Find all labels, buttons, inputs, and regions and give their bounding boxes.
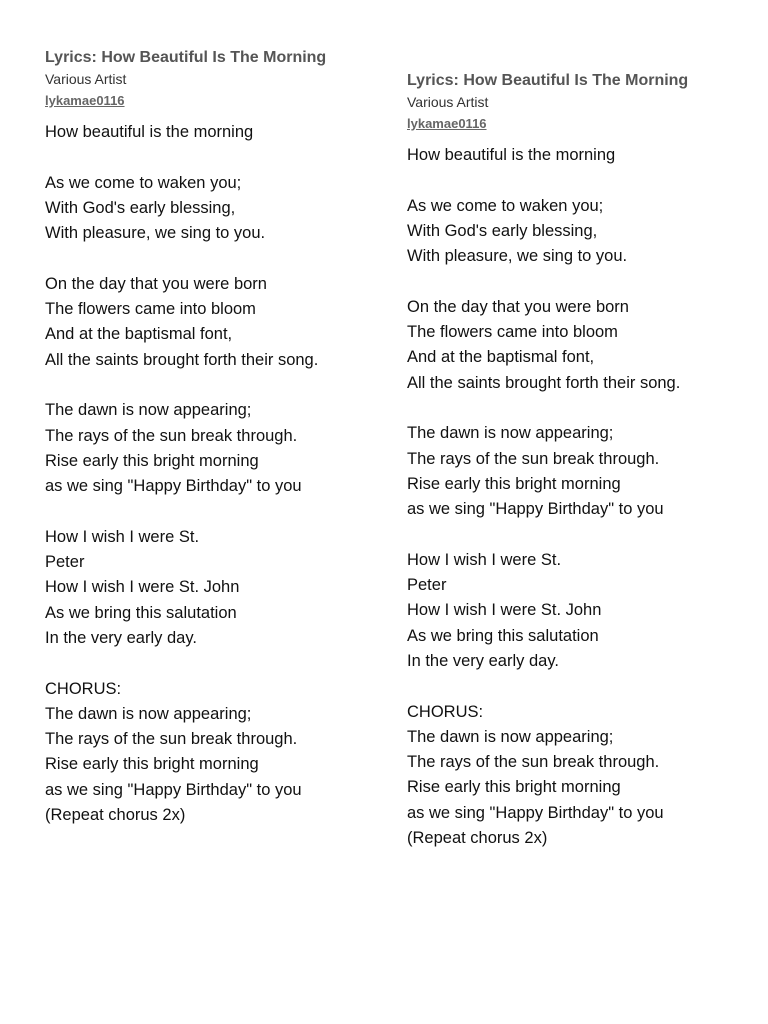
stanza-break	[407, 522, 747, 547]
lyrics-column-right	[407, 70, 747, 851]
lyrics-body	[45, 120, 385, 828]
lyric-line: CHORUS:	[407, 702, 484, 721]
lyric-line: In the very early day.	[45, 628, 197, 647]
lyric-line: Rise early this bright morning	[45, 451, 259, 470]
lyric-line: The dawn is now appearing;	[45, 704, 252, 723]
lyric-line: How beautiful is the morning	[407, 146, 616, 164]
stanza-break	[45, 499, 385, 524]
lyric-line: With God's early blessing,	[45, 198, 236, 217]
lyric-line: As we come to waken you;	[45, 173, 242, 192]
lyric-line: With pleasure, we sing to you.	[407, 247, 628, 266]
lyrics-column-left	[45, 47, 385, 828]
lyric-line: (Repeat chorus 2x)	[407, 829, 548, 848]
lyric-line: Rise early this bright morning	[45, 755, 259, 774]
stanza-break	[45, 373, 385, 398]
stanza-break	[407, 168, 747, 193]
stanza-break	[45, 145, 385, 170]
lyric-line: as we sing "Happy Birthday" to you	[45, 477, 302, 496]
lyric-line: The flowers came into bloom	[45, 300, 256, 319]
lyric-line: CHORUS:	[45, 679, 122, 698]
lyric-line: The rays of the sun break through.	[407, 449, 660, 468]
lyric-line: as we sing "Happy Birthday" to you	[45, 780, 302, 799]
lyric-line: All the saints brought forth their song.	[407, 373, 681, 392]
lyric-line: All the saints brought forth their song.	[45, 350, 319, 369]
lyric-line: The dawn is now appearing;	[407, 424, 614, 443]
author-link[interactable]: lykamae0116	[407, 116, 487, 131]
song-title: Lyrics: How Beautiful Is The Morning	[45, 49, 327, 66]
lyric-line: Rise early this bright morning	[407, 474, 621, 493]
stanza-break	[407, 269, 747, 294]
lyric-line: Rise early this bright morning	[407, 778, 621, 797]
stanza-break	[45, 246, 385, 271]
lyric-line: Peter	[45, 553, 85, 572]
lyric-line: The rays of the sun break through.	[45, 730, 298, 749]
lyric-line: As we bring this salutation	[45, 603, 237, 622]
song-title: Lyrics: How Beautiful Is The Morning	[407, 72, 689, 89]
lyric-line: And at the baptismal font,	[45, 325, 233, 344]
author-link[interactable]: lykamae0116	[45, 93, 125, 108]
lyric-line: The rays of the sun break through.	[407, 753, 660, 772]
lyric-line: The dawn is now appearing;	[407, 727, 614, 746]
song-artist: Various Artist	[45, 71, 127, 87]
lyric-line: As we come to waken you;	[407, 196, 604, 215]
song-artist: Various Artist	[407, 94, 489, 110]
lyric-line: As we bring this salutation	[407, 626, 599, 645]
lyric-line: as we sing "Happy Birthday" to you	[407, 803, 664, 822]
lyric-line: The dawn is now appearing;	[45, 401, 252, 420]
lyric-line: How I wish I were St.	[45, 527, 200, 546]
lyric-line: (Repeat chorus 2x)	[45, 806, 186, 825]
lyric-line: And at the baptismal font,	[407, 348, 595, 367]
lyric-line: The flowers came into bloom	[407, 323, 618, 342]
lyrics-body	[407, 143, 747, 851]
lyric-line: The rays of the sun break through.	[45, 426, 298, 445]
stanza-break	[407, 674, 747, 699]
lyric-line: How beautiful is the morning	[45, 123, 254, 141]
lyric-line: With pleasure, we sing to you.	[45, 224, 266, 243]
lyric-line: Peter	[407, 576, 447, 595]
stanza-break	[45, 651, 385, 676]
lyric-line: as we sing "Happy Birthday" to you	[407, 500, 664, 519]
lyric-line: In the very early day.	[407, 651, 559, 670]
lyric-line: How I wish I were St. John	[407, 601, 602, 620]
lyric-line: With God's early blessing,	[407, 221, 598, 240]
lyric-line: How I wish I were St.	[407, 550, 562, 569]
lyric-line: On the day that you were born	[45, 274, 267, 293]
lyric-line: How I wish I were St. John	[45, 578, 240, 597]
lyric-line: On the day that you were born	[407, 297, 629, 316]
stanza-break	[407, 396, 747, 421]
